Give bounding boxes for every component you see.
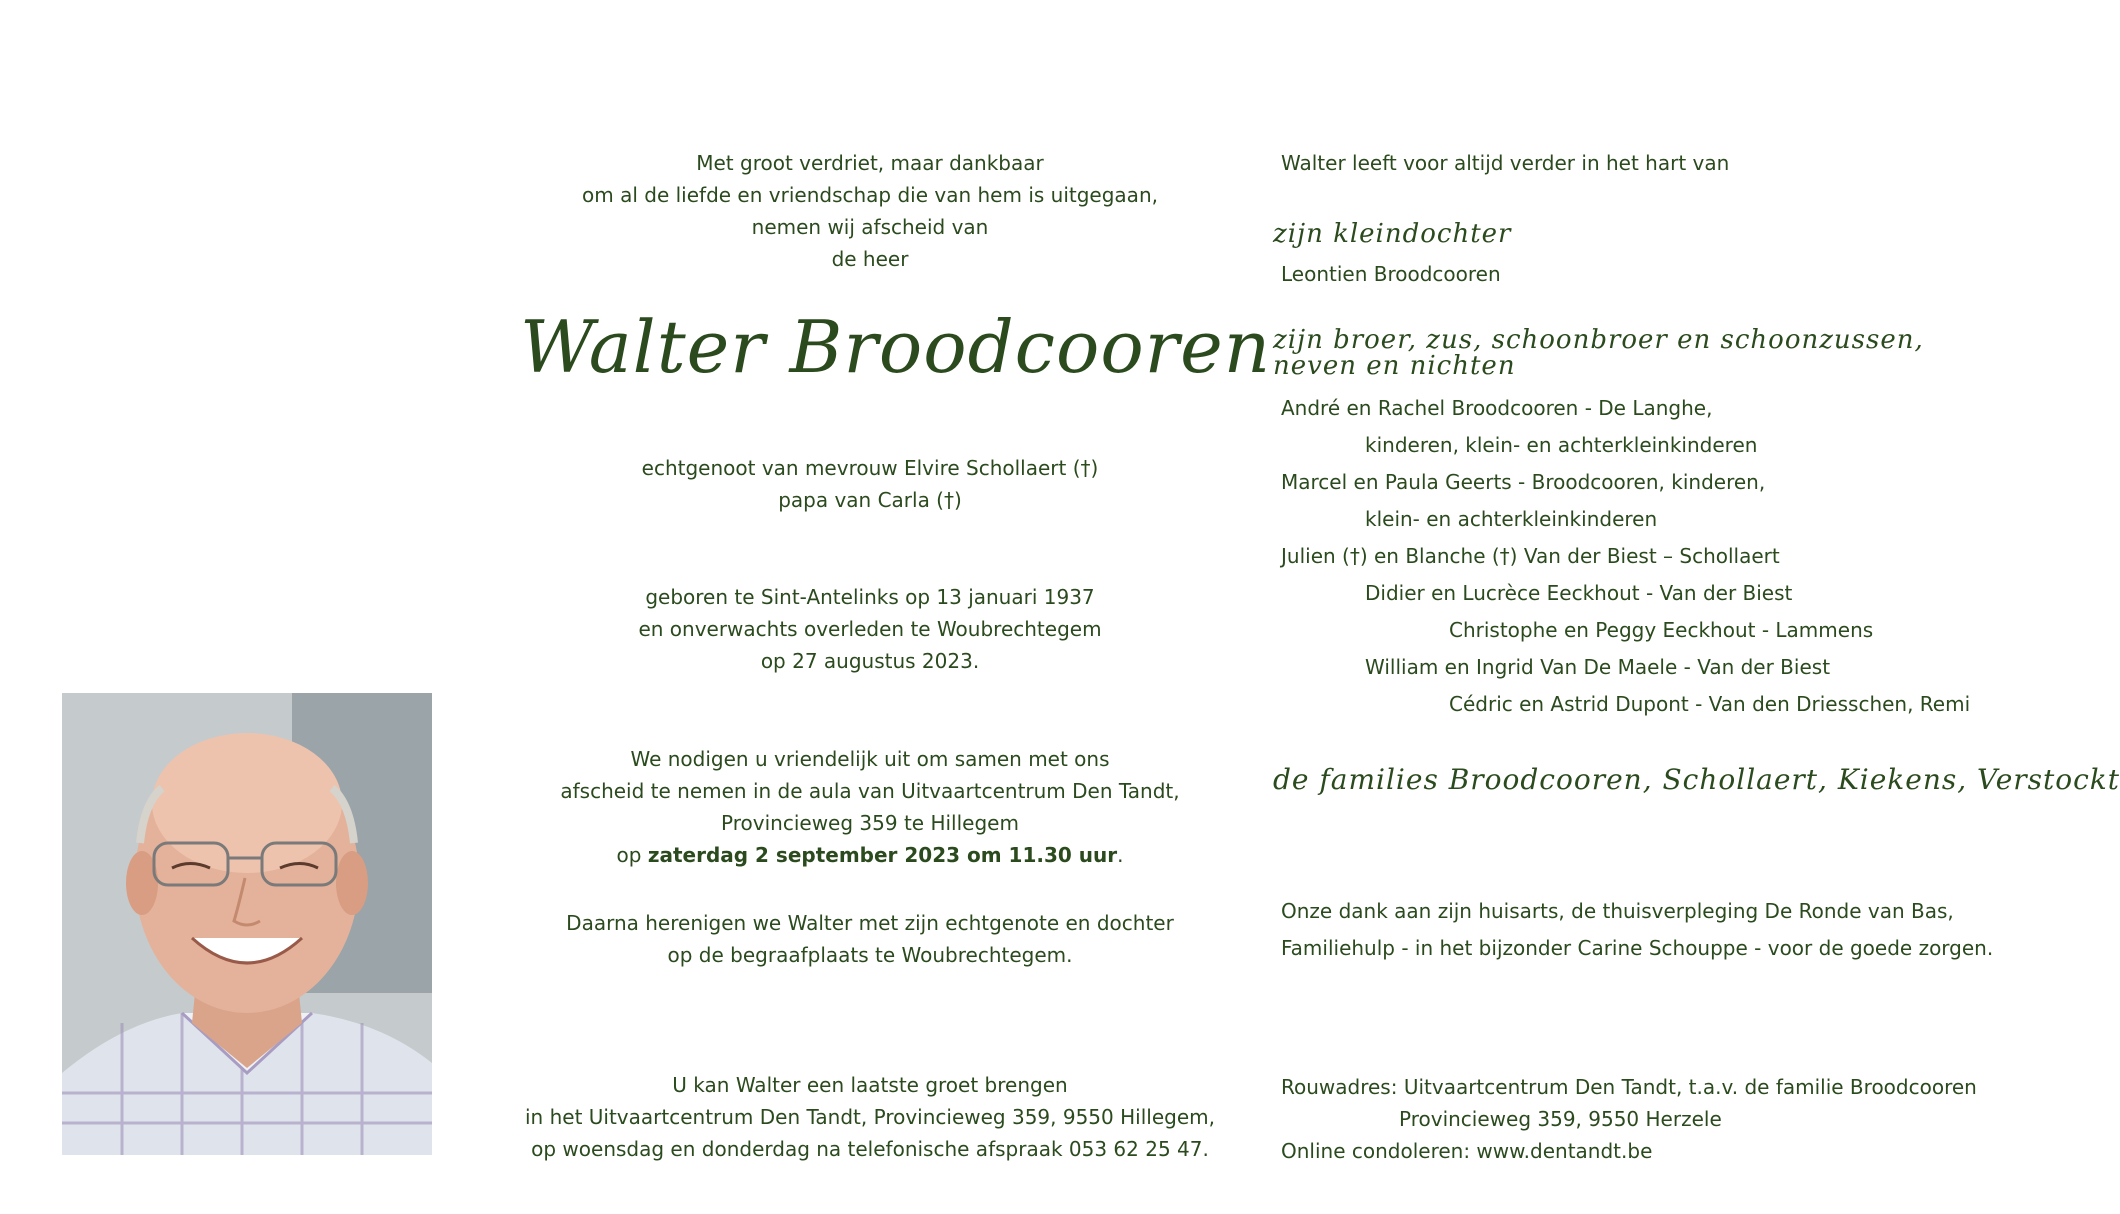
died-date-line: op 27 augustus 2023. xyxy=(760,649,980,673)
intro-line-1: Met groot verdriet, maar dankbaar xyxy=(696,151,1044,175)
ceremony-line-1: We nodigen u vriendelijk uit om samen met ons xyxy=(630,747,1110,771)
address-line-2: Provincieweg 359, 9550 Herzele xyxy=(1399,1107,1722,1131)
siblings-label-1: zijn broer, zus, schoonbroer en schoonzussen, xyxy=(1273,325,1924,355)
granddaughter-label: zijn kleindochter xyxy=(1273,219,1512,249)
family-member: klein- en achterkleinkinderen xyxy=(1365,507,1658,531)
died-line: en onverwachts overleden te Woubrechtegem xyxy=(638,617,1102,641)
deceased-name: Walter Broodcooren xyxy=(520,305,1272,389)
granddaughter-name: Leontien Broodcooren xyxy=(1281,262,1501,286)
siblings-label-2: neven en nichten xyxy=(1273,351,1516,381)
burial-line-1: Daarna herenigen we Walter met zijn echtgenote en dochter xyxy=(566,911,1174,935)
spouse-line: echtgenoot van mevrouw Elvire Schollaert (†) xyxy=(641,456,1099,480)
ceremony-line-2: afscheid te nemen in de aula van Uitvaartcentrum Den Tandt, xyxy=(560,779,1180,803)
families-line: de families Broodcooren, Schollaert, Kiekens, Verstockt xyxy=(1273,763,2120,796)
intro-line-3: nemen wij afscheid van xyxy=(751,215,989,239)
portrait-photo xyxy=(62,693,432,1155)
ceremony-line-4 xyxy=(520,842,1220,868)
born-line: geboren te Sint-Antelinks op 13 januari 1937 xyxy=(645,585,1095,609)
family-member: Julien (†) en Blanche (†) Van der Biest – Schollaert xyxy=(1281,544,1780,568)
visitation-line-2: in het Uitvaartcentrum Den Tandt, Provincieweg 359, 9550 Hillegem, xyxy=(525,1105,1215,1129)
address-line-1: Rouwadres: Uitvaartcentrum Den Tandt, t.a.v. de familie Broodcooren xyxy=(1281,1075,1977,1099)
family-member: William en Ingrid Van De Maele - Van der Biest xyxy=(1365,655,1831,679)
visitation-line-1: U kan Walter een laatste groet brengen xyxy=(672,1073,1068,1097)
online-condolences: Online condoleren: www.dentandt.be xyxy=(1281,1139,1653,1163)
thanks-line-1: Onze dank aan zijn huisarts, de thuisverpleging De Ronde van Bas, xyxy=(1281,899,1954,923)
family-member: Didier en Lucrèce Eeckhout - Van der Biest xyxy=(1365,581,1793,605)
child-line: papa van Carla (†) xyxy=(778,488,962,512)
family-member: Marcel en Paula Geerts - Broodcooren, kinderen, xyxy=(1281,470,1766,494)
family-member: Cédric en Astrid Dupont - Van den Driesschen, Remi xyxy=(1449,692,1971,716)
family-member: André en Rachel Broodcooren - De Langhe, xyxy=(1281,396,1713,420)
ceremony-date-prefix: op xyxy=(616,843,648,867)
visitation-line-3: op woensdag en donderdag na telefonische afspraak 053 62 25 47. xyxy=(531,1137,1209,1161)
family-heading: Walter leeft voor altijd verder in het hart van xyxy=(1281,151,1730,175)
family-member: Christophe en Peggy Eeckhout - Lammens xyxy=(1449,618,1874,642)
thanks-line-2: Familiehulp - in het bijzonder Carine Schouppe - voor de goede zorgen. xyxy=(1281,936,1994,960)
portrait-image xyxy=(62,693,432,1155)
ceremony-date: zaterdag 2 september 2023 om 11.30 uur xyxy=(647,843,1118,867)
intro-line-4: de heer xyxy=(831,247,909,271)
burial-line-2: op de begraafplaats te Woubrechtegem. xyxy=(667,943,1073,967)
intro-line-2: om al de liefde en vriendschap die van hem is uitgegaan, xyxy=(582,183,1158,207)
ceremony-line-3: Provincieweg 359 te Hillegem xyxy=(721,811,1019,835)
ceremony-date-suffix: . xyxy=(1117,843,1124,867)
family-member: kinderen, klein- en achterkleinkinderen xyxy=(1365,433,1758,457)
